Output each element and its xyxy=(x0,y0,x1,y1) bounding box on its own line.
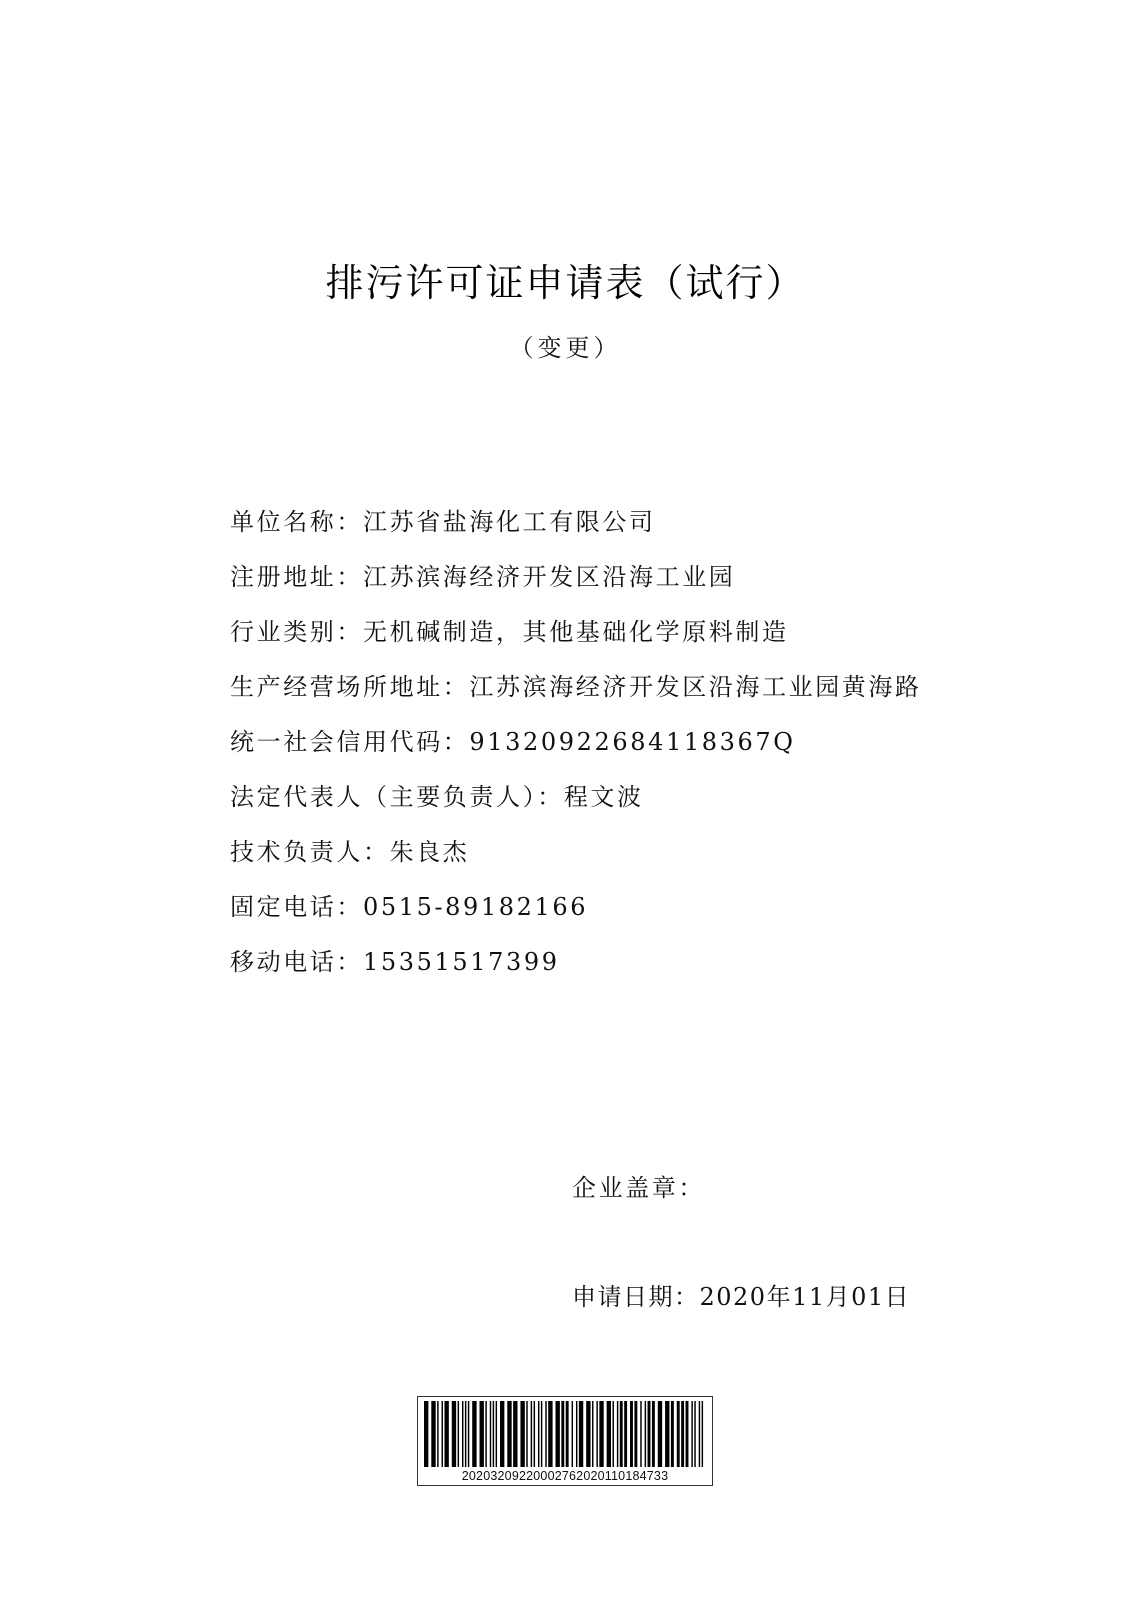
field-value: 朱良杰 xyxy=(389,838,470,866)
field-business-address xyxy=(172,660,962,715)
field-value: 91320922684118367Q xyxy=(469,728,796,756)
field-registered-address xyxy=(172,550,962,605)
barcode-bar xyxy=(437,1401,438,1467)
applicant-info xyxy=(172,495,962,990)
barcode-bar xyxy=(538,1401,539,1467)
barcode-bar xyxy=(617,1401,618,1467)
barcode-bar xyxy=(640,1401,641,1467)
field-industry-category xyxy=(172,605,962,660)
field-label: 法定代表人（主要负责人）： xyxy=(230,783,564,811)
field-label: 移动电话： xyxy=(230,948,363,976)
field-value: 江苏滨海经济开发区沿海工业园黄海路 xyxy=(469,673,922,701)
barcode-bar xyxy=(624,1401,627,1467)
field-credit-code xyxy=(172,715,962,770)
barcode-bar xyxy=(566,1401,569,1467)
barcode-bar xyxy=(596,1401,597,1467)
barcode-bar xyxy=(665,1401,669,1467)
page-subtitle: （变更） xyxy=(509,334,622,362)
barcode-frame xyxy=(417,1396,713,1486)
barcode-bar xyxy=(691,1401,692,1467)
field-label: 单位名称： xyxy=(230,508,363,536)
field-value: 江苏省盐海化工有限公司 xyxy=(363,508,656,536)
field-label: 生产经营场所地址： xyxy=(230,673,470,701)
field-label: 行业类别： xyxy=(230,618,363,646)
field-value: 0515-89182166 xyxy=(363,893,589,921)
application-date-value: 2020年11月01日 xyxy=(699,1283,911,1311)
barcode-bar xyxy=(694,1401,695,1467)
barcode-bar xyxy=(520,1401,524,1467)
barcode-bar xyxy=(592,1401,593,1467)
barcode-bar xyxy=(431,1401,435,1467)
field-value: 无机碱制造，其他基础化学原料制造 xyxy=(363,618,789,646)
page-title: 排污许可证申请表（试行） xyxy=(325,261,806,305)
field-value: 程文波 xyxy=(563,783,644,811)
barcode-bar xyxy=(548,1401,552,1467)
barcode-bar xyxy=(493,1401,494,1467)
field-label: 固定电话： xyxy=(230,893,363,921)
field-mobile xyxy=(172,935,962,990)
barcode-bar xyxy=(556,1401,560,1467)
application-date xyxy=(572,1277,910,1312)
barcode-bar xyxy=(541,1401,542,1467)
barcode-bar xyxy=(507,1401,511,1467)
barcode-bar xyxy=(531,1401,532,1467)
barcode-number: 20203209220002762020110184733 xyxy=(461,1469,669,1483)
field-label: 统一社会信用代码： xyxy=(230,728,470,756)
barcode-bar xyxy=(686,1401,689,1467)
barcode-bar xyxy=(630,1401,633,1467)
barcode xyxy=(417,1396,713,1486)
barcode-bar xyxy=(534,1401,535,1467)
barcode-bar xyxy=(468,1401,469,1467)
barcode-bar xyxy=(677,1401,680,1467)
barcode-bar xyxy=(424,1401,428,1467)
barcode-bar xyxy=(699,1401,700,1467)
barcode-bar xyxy=(513,1401,517,1467)
barcode-bar xyxy=(545,1401,546,1467)
field-label: 技术负责人： xyxy=(230,838,390,866)
barcode-bar xyxy=(442,1401,443,1467)
barcode-bar xyxy=(500,1401,504,1467)
barcode-bar xyxy=(480,1401,484,1467)
barcode-bar xyxy=(452,1401,456,1467)
barcode-bar xyxy=(465,1401,466,1467)
barcode-bar xyxy=(658,1401,662,1467)
barcode-bar xyxy=(458,1401,459,1467)
barcode-bar xyxy=(599,1401,603,1467)
barcode-bars xyxy=(424,1401,706,1467)
field-landline xyxy=(172,880,962,935)
field-value: 15351517399 xyxy=(363,948,560,976)
barcode-bar xyxy=(444,1401,448,1467)
field-legal-representative xyxy=(172,770,962,825)
barcode-bar xyxy=(702,1401,703,1467)
barcode-bar xyxy=(652,1401,655,1467)
barcode-bar xyxy=(648,1401,651,1467)
barcode-bar xyxy=(472,1401,476,1467)
barcode-bar xyxy=(645,1401,646,1467)
barcode-bar xyxy=(612,1401,613,1467)
field-label: 注册地址： xyxy=(230,563,363,591)
barcode-bar xyxy=(490,1401,491,1467)
barcode-bar xyxy=(572,1401,573,1467)
application-date-label: 申请日期： xyxy=(572,1283,700,1311)
barcode-bar xyxy=(620,1401,623,1467)
field-unit-name xyxy=(172,495,962,550)
barcode-bar xyxy=(485,1401,486,1467)
barcode-bar xyxy=(462,1401,463,1467)
field-technical-lead xyxy=(172,825,962,880)
barcode-bar xyxy=(671,1401,674,1467)
barcode-bar xyxy=(586,1401,590,1467)
barcode-bar xyxy=(576,1401,577,1467)
barcode-bar xyxy=(634,1401,637,1467)
barcode-bar xyxy=(579,1401,583,1467)
barcode-bar xyxy=(681,1401,684,1467)
barcode-bar xyxy=(561,1401,564,1467)
barcode-bar xyxy=(607,1401,611,1467)
barcode-bar xyxy=(496,1401,497,1467)
barcode-bar xyxy=(526,1401,527,1467)
field-value: 江苏滨海经济开发区沿海工业园 xyxy=(363,563,736,591)
company-seal-label: 企业盖章： xyxy=(572,1174,705,1202)
